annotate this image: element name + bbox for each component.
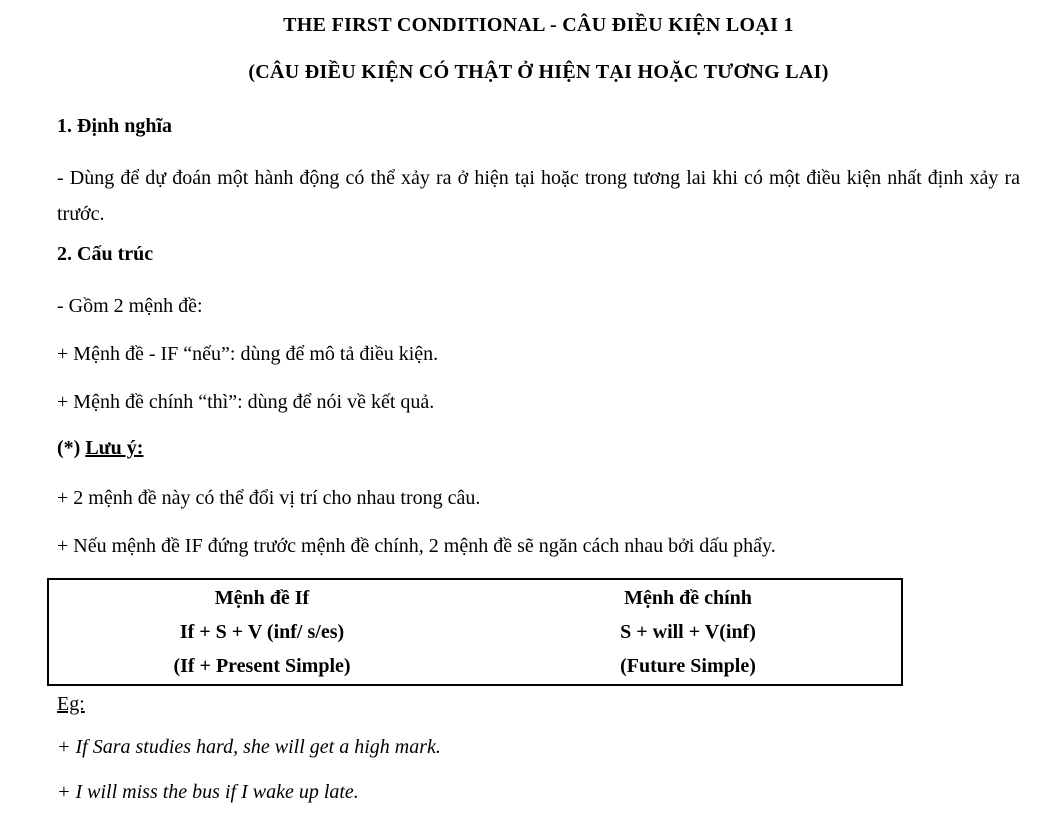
main-clause-formula: S + will + V(inf) — [620, 621, 756, 643]
structure-table — [47, 578, 903, 686]
section-1-heading: 1. Định nghĩa — [57, 115, 173, 137]
note-label: Lưu ý: — [85, 437, 144, 459]
main-clause-description: + Mệnh đề chính “thì”: dùng để nói về kết quả. — [57, 391, 435, 413]
main-clause-tense: (Future Simple) — [620, 655, 756, 677]
if-clause-formula: If + S + V (inf/ s/es) — [179, 621, 345, 643]
main-clause-header: Mệnh đề chính — [624, 587, 752, 609]
if-clause-description: + Mệnh đề - IF “nếu”: dùng để mô tả điều kiện. — [57, 343, 439, 365]
structure-intro-line: - Gồm 2 mệnh đề: — [57, 295, 203, 317]
examples-label: Eg: — [57, 693, 85, 715]
example-item-1: + If Sara studies hard, she will get a high mark. — [57, 736, 441, 758]
note-heading — [57, 437, 1020, 459]
note-item-swap: + 2 mệnh đề này có thể đổi vị trí cho nhau trong câu. — [57, 487, 481, 509]
page-title: THE FIRST CONDITIONAL - CÂU ĐIỀU KIỆN LOẠI 1 — [283, 14, 794, 36]
note-prefix: (*) — [57, 437, 86, 459]
main-clause-column — [475, 581, 901, 683]
section-2-heading: 2. Cấu trúc — [57, 243, 154, 265]
if-clause-tense: (If + Present Simple) — [173, 655, 351, 677]
page-subtitle: (CÂU ĐIỀU KIỆN CÓ THẬT Ở HIỆN TẠI HOẶC TƯƠNG LAI) — [248, 61, 829, 83]
if-clause-header: Mệnh đề If — [214, 587, 310, 609]
example-item-2: + I will miss the bus if I wake up late. — [57, 781, 359, 803]
definition-paragraph: - Dùng để dự đoán một hành động có thể xảy ra ở hiện tại hoặc trong tương lai khi có một điều kiện nhất định xảy ra trước. — [57, 167, 1020, 225]
note-item-comma: + Nếu mệnh đề IF đứng trước mệnh đề chính, 2 mệnh đề sẽ ngăn cách nhau bởi dấu phẩy. — [57, 535, 776, 557]
if-clause-column — [49, 581, 475, 683]
